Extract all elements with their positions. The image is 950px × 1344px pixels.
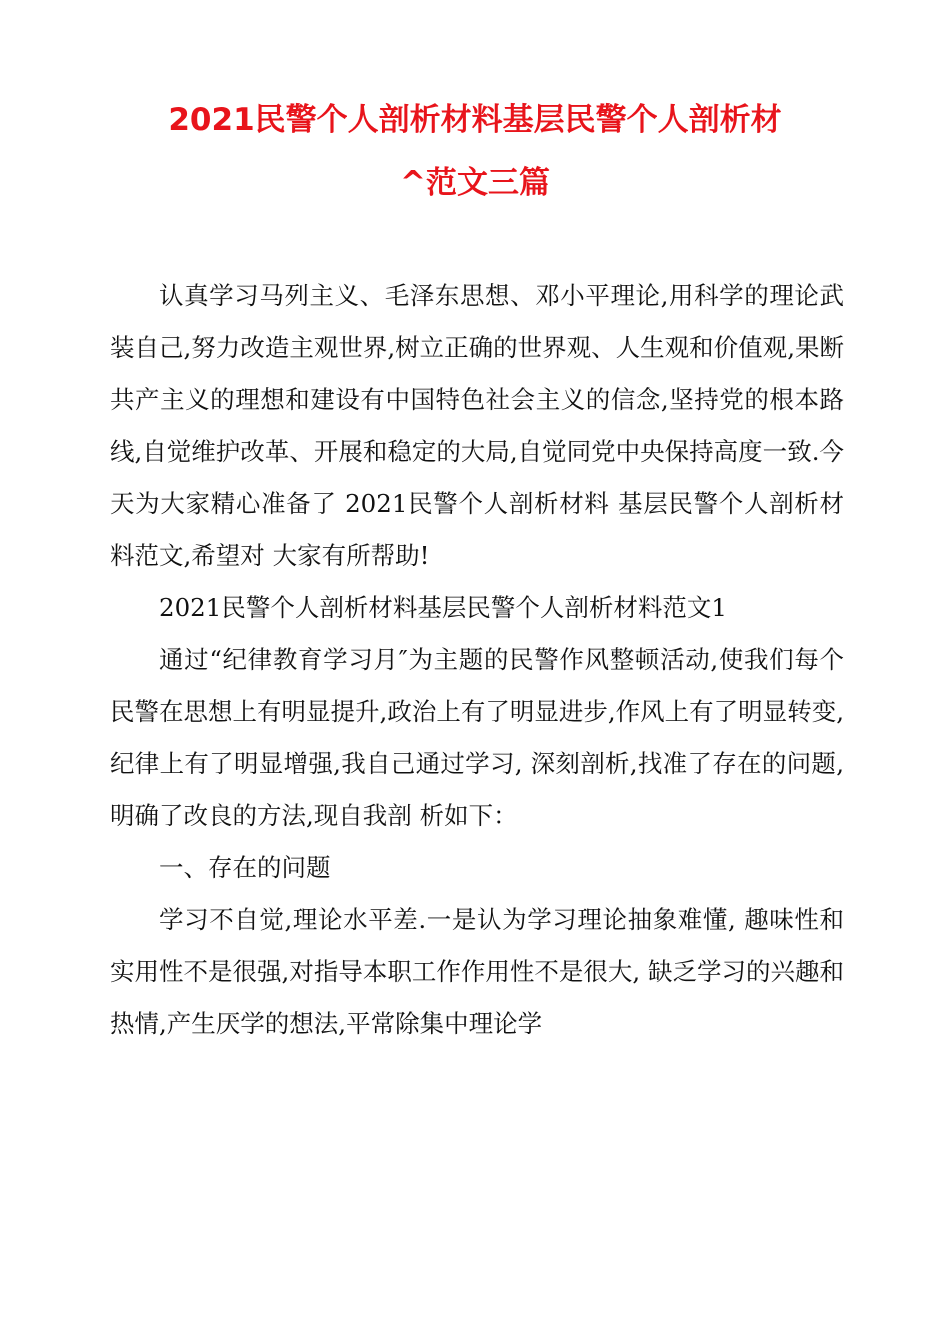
body-paragraph: 通过“纪律教育学习月″为主题的民警作风整顿活动,使我们每个民警在思想上有明显提升,政治上有了明显进步,作风上有了明显转变,纪律上有了明显增强,我自己通过学习, 深刻剖析,找准了存在的问题,明确了改良的方法,现自我剖 析如下： (110, 645, 844, 830)
document-body (110, 270, 844, 1050)
document-title-line-1: 2021民警个人剖析材料基层民警个人剖析材 (168, 102, 782, 138)
section-heading-sample-1: 2021民警个人剖析材料基层民警个人剖析材料范文1 (159, 593, 727, 622)
section-heading-problems: 一、存在的问题 (159, 853, 331, 882)
document-title-line-2: ^范文三篇 (400, 165, 550, 201)
intro-paragraph: 认真学习马列主义、毛泽东思想、邓小平理论,用科学的理论武装自己,努力改造主观世界,树立正确的世界观、人生观和价值观,果断共产主义的理想和建设有中国特色社会主义的信念,坚持党的根本路线,自觉维护改革、开展和稳定的大局,自觉同党中央保持高度一致.今天为大家精心准备了 2021民警个人剖析材料 基层民警个人剖析材料范文,希望对 大家有所帮助! (110, 281, 844, 570)
body-paragraph: 学习不自觉,理论水平差.一是认为学习理论抽象难懂, 趣味性和实用性不是很强,对指导本职工作作用性不是很大, 缺乏学习的兴趣和热情,产生厌学的想法,平常除集中理论学 (110, 905, 844, 1038)
